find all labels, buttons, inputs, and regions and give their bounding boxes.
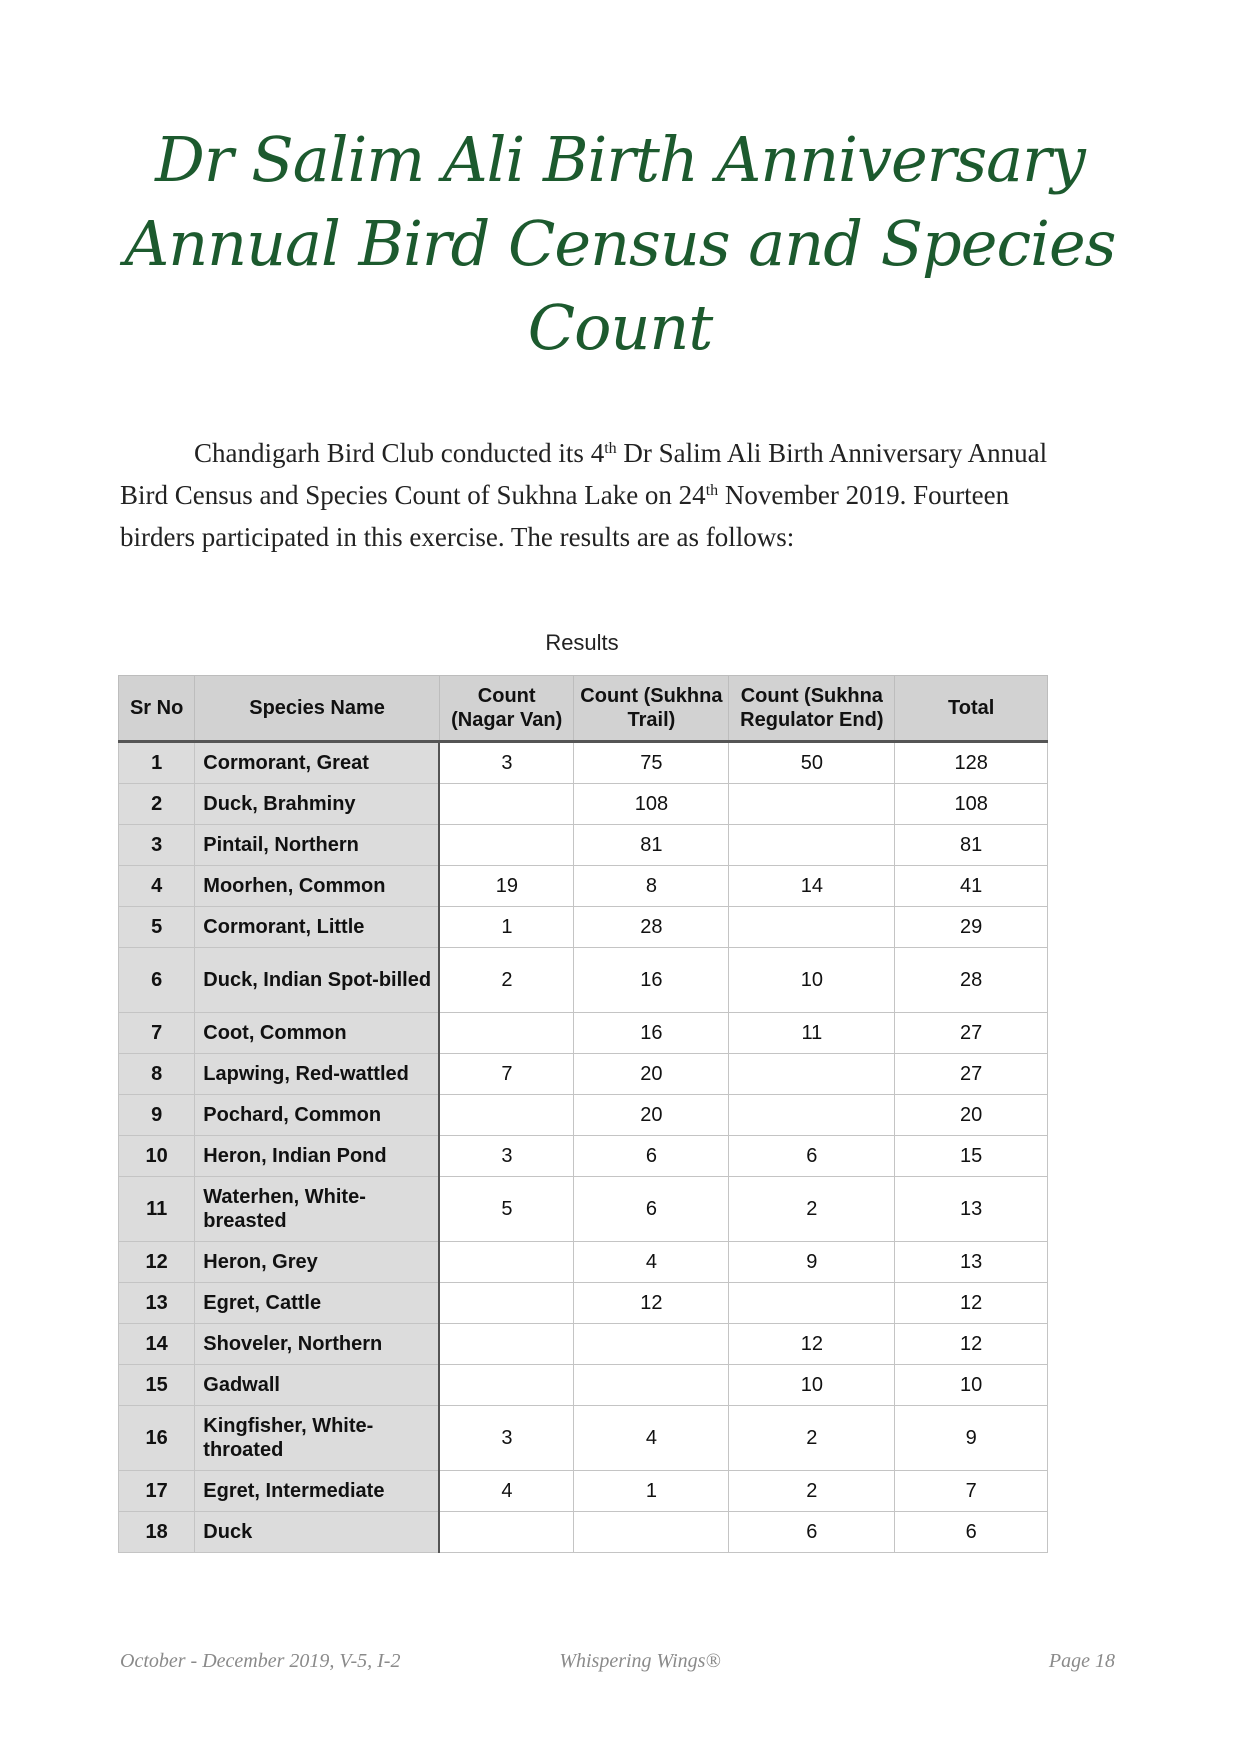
results-table [118, 675, 1048, 1553]
count-nagar-van-cell [439, 1512, 574, 1553]
total-cell: 20 [895, 1095, 1048, 1136]
species-name-cell: Shoveler, Northern [195, 1324, 440, 1365]
results-body [119, 742, 1048, 1553]
table-row [119, 1283, 1048, 1324]
table-row [119, 1136, 1048, 1177]
count-nagar-van-cell [439, 1324, 574, 1365]
table-row [119, 1512, 1048, 1553]
count-regulator-end-cell [729, 825, 895, 866]
table-row [119, 1406, 1048, 1471]
count-nagar-van-cell: 4 [439, 1471, 574, 1512]
sr-no-cell: 9 [119, 1095, 195, 1136]
count-sukhna-trail-cell: 1 [574, 1471, 729, 1512]
footer-page-number: Page 18 [1048, 1650, 1115, 1672]
sr-no-cell: 17 [119, 1471, 195, 1512]
species-name-cell: Heron, Indian Pond [195, 1136, 440, 1177]
count-regulator-end-cell: 12 [729, 1324, 895, 1365]
ordinal-suffix: th [705, 482, 719, 499]
intro-text: Dr Salim Ali Birth Anniversary Annual Bird Census and Species Count of Sukhna Lake on 24 [120, 438, 1048, 510]
total-cell: 27 [895, 1054, 1048, 1095]
count-nagar-van-cell [439, 1095, 574, 1136]
sr-no-cell: 12 [119, 1242, 195, 1283]
header-sr-no: Sr No [119, 676, 195, 742]
table-header-row [119, 676, 1048, 742]
sr-no-cell: 6 [119, 948, 195, 1013]
count-regulator-end-cell: 2 [729, 1471, 895, 1512]
table-row [119, 1471, 1048, 1512]
intro-paragraph [120, 432, 1080, 558]
table-row [119, 1177, 1048, 1242]
count-nagar-van-cell: 5 [439, 1177, 574, 1242]
species-name-cell: Waterhen, White-breasted [195, 1177, 440, 1242]
table-row [119, 784, 1048, 825]
header-species-name: Species Name [195, 676, 440, 742]
sr-no-cell: 16 [119, 1406, 195, 1471]
sr-no-cell: 14 [119, 1324, 195, 1365]
total-cell: 29 [895, 907, 1048, 948]
count-sukhna-trail-cell: 6 [574, 1136, 729, 1177]
count-nagar-van-cell: 3 [439, 742, 574, 784]
count-nagar-van-cell [439, 784, 574, 825]
count-nagar-van-cell: 3 [439, 1406, 574, 1471]
intro-text: Chandigarh Bird Club conducted its 4 [194, 438, 605, 468]
count-sukhna-trail-cell: 16 [574, 1013, 729, 1054]
sr-no-cell: 3 [119, 825, 195, 866]
sr-no-cell: 1 [119, 742, 195, 784]
count-sukhna-trail-cell: 20 [574, 1095, 729, 1136]
sr-no-cell: 8 [119, 1054, 195, 1095]
ordinal-suffix: th [604, 440, 617, 457]
species-name-cell: Cormorant, Little [195, 907, 440, 948]
sr-no-cell: 10 [119, 1136, 195, 1177]
table-row [119, 1365, 1048, 1406]
total-cell: 41 [895, 866, 1048, 907]
species-name-cell: Kingfisher, White-throated [195, 1406, 440, 1471]
count-sukhna-trail-cell: 6 [574, 1177, 729, 1242]
count-regulator-end-cell [729, 784, 895, 825]
species-name-cell: Pintail, Northern [195, 825, 440, 866]
header-count-regulator-end: Count (Sukhna Regulator End) [729, 676, 895, 742]
table-row [119, 907, 1048, 948]
count-nagar-van-cell: 7 [439, 1054, 574, 1095]
sr-no-cell: 18 [119, 1512, 195, 1553]
total-cell: 12 [895, 1283, 1048, 1324]
species-name-cell: Duck, Indian Spot-billed [195, 948, 440, 1013]
count-regulator-end-cell: 2 [729, 1177, 895, 1242]
header-count-sukhna-trail: Count (Sukhna Trail) [574, 676, 729, 742]
table-row [119, 1054, 1048, 1095]
title-line: Count [527, 291, 713, 364]
sr-no-cell: 4 [119, 866, 195, 907]
total-cell: 7 [895, 1471, 1048, 1512]
table-row [119, 825, 1048, 866]
count-regulator-end-cell: 50 [729, 742, 895, 784]
count-sukhna-trail-cell: 28 [574, 907, 729, 948]
title-line: Dr Salim Ali Birth Anniversary [155, 123, 1085, 196]
species-name-cell: Lapwing, Red-wattled [195, 1054, 440, 1095]
table-row [119, 948, 1048, 1013]
table-caption: Results [545, 630, 619, 655]
species-name-cell: Coot, Common [195, 1013, 440, 1054]
total-cell: 15 [895, 1136, 1048, 1177]
count-sukhna-trail-cell [574, 1365, 729, 1406]
total-cell: 27 [895, 1013, 1048, 1054]
species-name-cell: Duck, Brahminy [195, 784, 440, 825]
count-regulator-end-cell: 10 [729, 948, 895, 1013]
species-name-cell: Egret, Cattle [195, 1283, 440, 1324]
total-cell: 10 [895, 1365, 1048, 1406]
count-sukhna-trail-cell: 12 [574, 1283, 729, 1324]
header-count-nagar-van: Count (Nagar Van) [439, 676, 574, 742]
count-regulator-end-cell: 6 [729, 1136, 895, 1177]
header-total: Total [895, 676, 1048, 742]
count-regulator-end-cell: 11 [729, 1013, 895, 1054]
count-nagar-van-cell [439, 825, 574, 866]
count-nagar-van-cell [439, 1242, 574, 1283]
species-name-cell: Cormorant, Great [195, 742, 440, 784]
sr-no-cell: 15 [119, 1365, 195, 1406]
total-cell: 28 [895, 948, 1048, 1013]
count-regulator-end-cell: 10 [729, 1365, 895, 1406]
table-row [119, 1095, 1048, 1136]
sr-no-cell: 13 [119, 1283, 195, 1324]
species-name-cell: Heron, Grey [195, 1242, 440, 1283]
count-sukhna-trail-cell: 20 [574, 1054, 729, 1095]
count-nagar-van-cell: 19 [439, 866, 574, 907]
sr-no-cell: 11 [119, 1177, 195, 1242]
count-nagar-van-cell [439, 1013, 574, 1054]
table-row [119, 866, 1048, 907]
count-sukhna-trail-cell [574, 1512, 729, 1553]
count-regulator-end-cell [729, 1095, 895, 1136]
intro-text: November 2019. Fourteen birders participated in this exercise. The results are as follows: [120, 480, 1010, 552]
species-name-cell: Gadwall [195, 1365, 440, 1406]
count-sukhna-trail-cell: 81 [574, 825, 729, 866]
count-regulator-end-cell [729, 1283, 895, 1324]
count-regulator-end-cell: 14 [729, 866, 895, 907]
count-nagar-van-cell [439, 1283, 574, 1324]
total-cell: 12 [895, 1324, 1048, 1365]
table-row [119, 1324, 1048, 1365]
total-cell: 81 [895, 825, 1048, 866]
count-nagar-van-cell: 3 [439, 1136, 574, 1177]
total-cell: 6 [895, 1512, 1048, 1553]
count-nagar-van-cell: 2 [439, 948, 574, 1013]
species-name-cell: Pochard, Common [195, 1095, 440, 1136]
count-sukhna-trail-cell: 4 [574, 1406, 729, 1471]
table-row [119, 742, 1048, 784]
total-cell: 108 [895, 784, 1048, 825]
footer-issue: October - December 2019, V-5, I-2 [120, 1650, 401, 1672]
footer-publication: Whispering Wings® [559, 1650, 721, 1672]
total-cell: 128 [895, 742, 1048, 784]
total-cell: 9 [895, 1406, 1048, 1471]
count-regulator-end-cell [729, 1054, 895, 1095]
total-cell: 13 [895, 1242, 1048, 1283]
count-sukhna-trail-cell [574, 1324, 729, 1365]
count-sukhna-trail-cell: 8 [574, 866, 729, 907]
count-nagar-van-cell: 1 [439, 907, 574, 948]
count-regulator-end-cell: 9 [729, 1242, 895, 1283]
total-cell: 13 [895, 1177, 1048, 1242]
species-name-cell: Egret, Intermediate [195, 1471, 440, 1512]
count-sukhna-trail-cell: 4 [574, 1242, 729, 1283]
count-regulator-end-cell [729, 907, 895, 948]
title-line: Annual Bird Census and Species [124, 207, 1116, 280]
count-regulator-end-cell: 6 [729, 1512, 895, 1553]
count-sukhna-trail-cell: 75 [574, 742, 729, 784]
count-sukhna-trail-cell: 16 [574, 948, 729, 1013]
count-sukhna-trail-cell: 108 [574, 784, 729, 825]
sr-no-cell: 7 [119, 1013, 195, 1054]
page-title [100, 118, 1140, 370]
count-regulator-end-cell: 2 [729, 1406, 895, 1471]
table-row [119, 1242, 1048, 1283]
species-name-cell: Duck [195, 1512, 440, 1553]
sr-no-cell: 2 [119, 784, 195, 825]
table-row [119, 1013, 1048, 1054]
count-nagar-van-cell [439, 1365, 574, 1406]
sr-no-cell: 5 [119, 907, 195, 948]
species-name-cell: Moorhen, Common [195, 866, 440, 907]
